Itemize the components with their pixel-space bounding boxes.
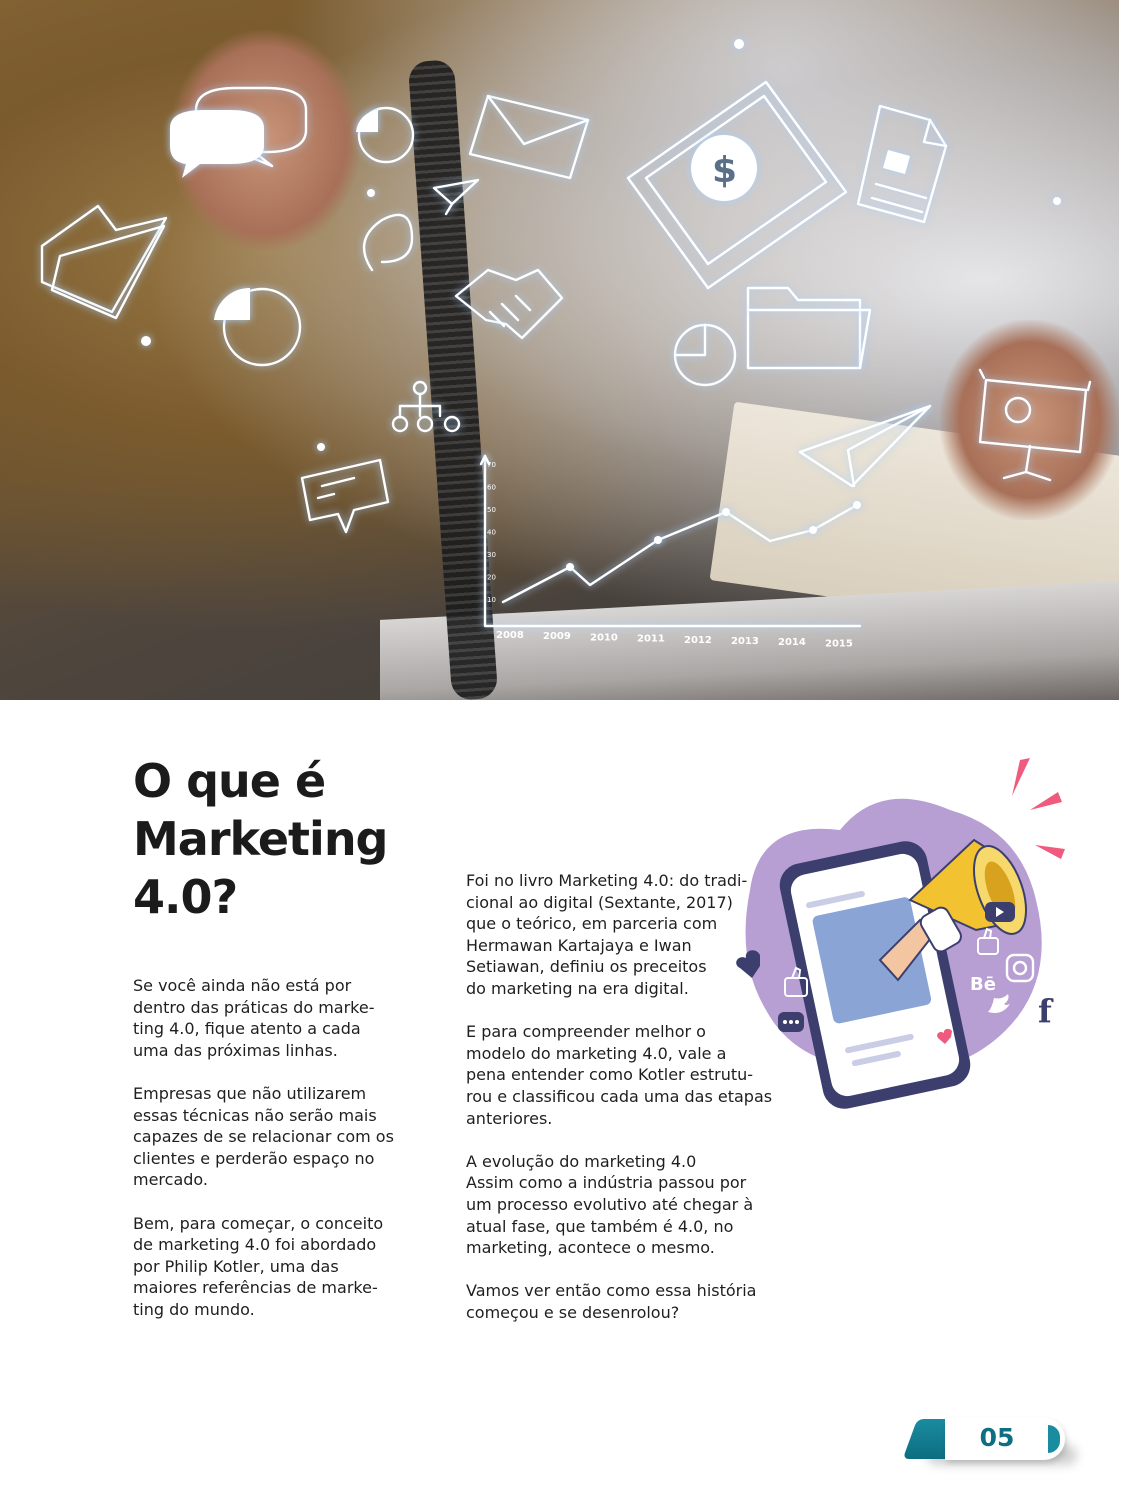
chart-year-label: 2009 — [543, 631, 571, 643]
chart-tick-label: 60 — [487, 483, 496, 492]
message-icon — [302, 460, 388, 532]
left-column — [133, 975, 433, 1342]
chart-tick-labels — [487, 461, 496, 604]
paper-plane-icon — [800, 406, 930, 486]
paragraph: E para compreender melhor o modelo do marketing 4.0, vale a pena entender como Kotler estrutu- rou e classificou cada uma das etapas anteriores. — [466, 1022, 773, 1128]
chart-year-label: 2012 — [684, 634, 712, 646]
paragraph: A evolução do marketing 4.0 Assim como a indústria passou por um processo evolutivo até chegar à atual fase, que também é 4.0, no marketing, acontece o mesmo. — [466, 1151, 754, 1258]
paragraph: Bem, para começar, o conceito de marketing 4.0 foi abordado por Philip Kotler, uma das maiores referências de marke- ting do mundo. — [133, 1213, 384, 1319]
page-title: O que é Marketing 4.0? — [133, 754, 388, 924]
youtube-icon — [985, 902, 1015, 922]
chart-year-label: 2013 — [731, 636, 759, 647]
chart-year-labels — [496, 630, 853, 649]
envelope-icon — [470, 96, 588, 178]
facebook-icon: f — [1038, 992, 1052, 1030]
pie-chart-icon — [356, 108, 413, 162]
behance-icon: Bē — [970, 974, 996, 995]
chart-tick-label: 50 — [487, 506, 496, 514]
dollar-banknote-icon — [628, 82, 846, 288]
hero-photo — [0, 0, 1119, 700]
social-marketing-illustration — [730, 750, 1070, 1110]
document-icon — [858, 106, 946, 222]
glow-dots — [141, 39, 1061, 451]
chart-year-label: 2010 — [590, 632, 618, 644]
pie-chart-icon — [675, 325, 735, 385]
paragraph: Empresas que não utilizarem essas técnicas não serão mais capazes de se relacionar com os clientes e perderão espaço no mercado. — [133, 1083, 394, 1190]
chart-tick-label: 30 — [487, 551, 496, 559]
chart-tick-label: 40 — [487, 528, 496, 537]
svg-text:$: $ — [712, 150, 738, 191]
paragraph: Vamos ver então como essa história começou e se desenrolou? — [466, 1281, 757, 1322]
chat-icon — [778, 1012, 804, 1032]
page-number-badge — [905, 1415, 1075, 1470]
digital-icons-overlay — [0, 0, 1119, 700]
line-chart-icon — [481, 456, 861, 626]
presentation-board-icon — [980, 370, 1090, 480]
chat-bubbles-icon — [170, 88, 306, 178]
chart-tick-label: 20 — [487, 573, 496, 582]
folder-icon — [42, 206, 166, 318]
handshake-icon — [456, 270, 562, 338]
chart-tick-label: 70 — [487, 461, 496, 469]
chart-year-label: 2008 — [496, 630, 524, 641]
page-number: 05 — [979, 1423, 1015, 1452]
chart-year-label: 2014 — [778, 637, 806, 649]
sound-accent-shapes — [1012, 758, 1065, 859]
folder-icon — [748, 288, 870, 368]
hierarchy-icon — [393, 382, 459, 431]
paragraph: Se você ainda não está por dentro das práticas do marke- ting 4.0, fique atento a cada uma das próximas linhas. — [133, 976, 375, 1060]
pie-chart-icon — [214, 288, 300, 365]
chart-year-label: 2011 — [637, 633, 665, 645]
swirl-line — [364, 215, 412, 270]
paragraph: Foi no livro Marketing 4.0: do tradi- cional ao digital (Sextante, 2017) que o teórico, em parceria com Hermawan Kartajaya e Iwan Setiawan, definiu os preceitos do marketing na era digital. — [466, 871, 748, 998]
paper-plane-icon — [434, 180, 478, 214]
chart-year-label: 2015 — [825, 638, 853, 650]
chart-tick-label: 10 — [487, 596, 496, 604]
